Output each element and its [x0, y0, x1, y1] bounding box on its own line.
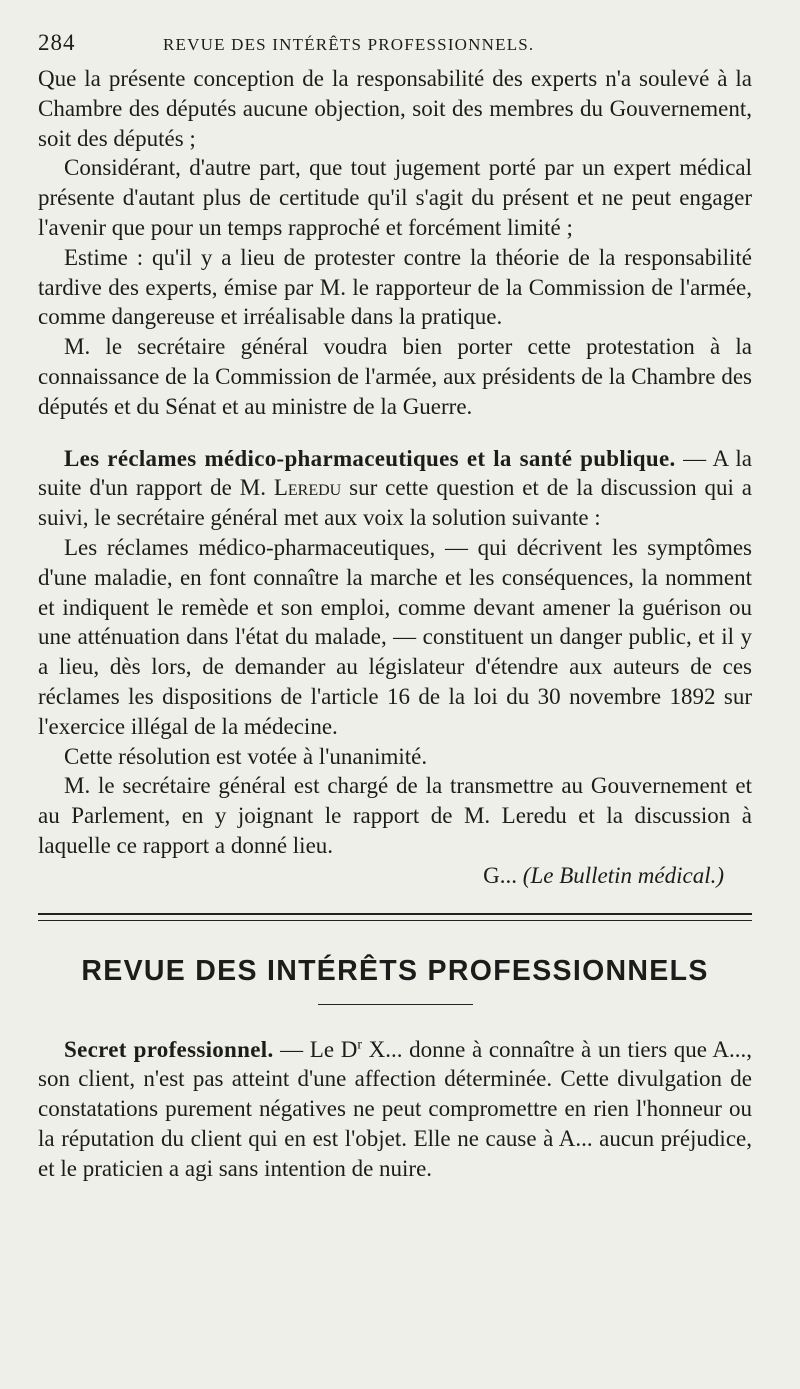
running-title: REVUE DES INTÉRÊTS PROFESSIONNELS.	[163, 35, 535, 54]
paragraph: Estime : qu'il y a lieu de protester contre la théorie de la responsabilité tardive des experts, émise par M. le rapporteur de la Commission de l'armée, comme dangereuse et irréalisable dans la pratique.	[38, 244, 752, 330]
paragraph: Cette résolution est votée à l'unanimité.	[64, 743, 428, 769]
paragraph: Considérant, d'autre part, que tout jugement porté par un expert médical présente d'autant plus de certitude qu'il s'agit du présent et ne peut engager l'avenir que pour un temps rapproché et forcément limité ;	[38, 155, 752, 240]
section-title: Secret professionnel.	[64, 1036, 274, 1062]
running-head	[38, 30, 752, 64]
intro-text-a: — A la suite d'un rapport de M.	[38, 445, 753, 501]
paragraph: Les réclames médico-pharmaceutiques, — qui décrivent les symptômes d'une maladie, en font connaître la marche et les conséquences, la nomment et indiquent le remède et son emploi, comme devant amener la guérison ou une atténuation dans l'état du malade, — constituent un danger public, et il y a lieu, dès lors, de demander au législateur d'étendre aux auteurs de ces réclames les dispositions de l'article 16 de la loi du 30 novembre 1892 sur l'exercice illégal de la médecine.	[38, 534, 752, 739]
source-citation: (Le Bulletin médical.)	[522, 862, 724, 888]
signature: G...	[483, 862, 518, 888]
paragraph: M. le secrétaire général voudra bien porter cette protestation à la connaissance de la Commission de l'armée, aux présidents de la Chambre des députés et du Sénat et au ministre de la Guerre.	[38, 334, 752, 419]
paragraph: Que la présente conception de la responsabilité des experts n'a soulevé à la Chambre des députés aucune objection, soit des membres du Gouvernement, soit des députés ;	[38, 66, 752, 151]
section-reclames	[38, 444, 752, 861]
main-heading: REVUE DES INTÉRÊTS PROFESSIONNELS	[81, 954, 709, 987]
signature-line	[38, 861, 752, 891]
paragraph-intro	[38, 444, 752, 533]
section-secret-professionnel	[38, 1035, 752, 1184]
section-title: Les réclames médico-pharmaceutiques et la santé publique.	[64, 445, 676, 471]
intro-text-b: sur cette question et de la discussion qui a suivi, le secrétaire général met aux voix la solution suivante :	[38, 475, 752, 531]
text-a: — Le D	[273, 1036, 358, 1062]
double-rule-divider	[38, 913, 752, 921]
paragraph	[38, 1035, 752, 1184]
text-b: X... donne à connaître à un tiers que A..., son client, n'est pas atteint d'une affection déterminée. Cette divulgation de constatations purement négatives ne peut compromettre en rien l'honneur ou la réputation du client qui en est l'objet. Elle ne cause à A... aucun préjudice, et le praticien a agi sans intention de nuire.	[38, 1036, 752, 1181]
section-responsabilite-experts	[38, 64, 752, 422]
intro-name: Leredu	[273, 475, 342, 501]
superscript: r	[357, 1036, 362, 1052]
paragraph: M. le secrétaire général est chargé de la transmettre au Gouvernement et au Parlement, en y joignant le rapport de M. Leredu et la discussion à laquelle ce rapport a donné lieu.	[38, 773, 752, 858]
page-number: 284	[38, 30, 76, 55]
